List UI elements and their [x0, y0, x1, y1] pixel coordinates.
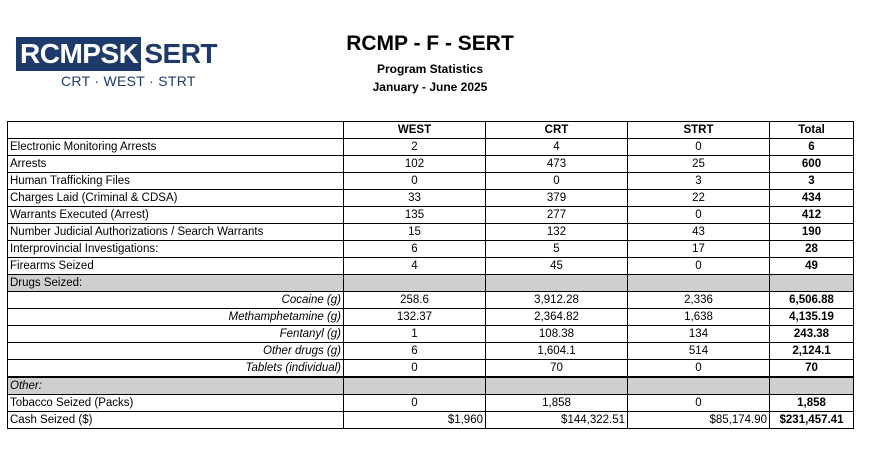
- section-blank: [770, 275, 854, 292]
- row-label: Interprovincial Investigations:: [8, 241, 344, 258]
- logo-rcmpsk-text: RCMPSK: [16, 37, 141, 71]
- cell-total: 49: [770, 258, 854, 275]
- cell-west: $1,960: [344, 412, 486, 429]
- table-row: [8, 360, 854, 378]
- cell-crt: 108.38: [486, 326, 628, 343]
- rcmp-sert-logo: [16, 37, 217, 89]
- cell-total: 243.38: [770, 326, 854, 343]
- cell-strt: 17: [628, 241, 770, 258]
- header-blank: [8, 122, 344, 139]
- cell-total: $231,457.41: [770, 412, 854, 429]
- row-label: Other drugs (g): [8, 343, 344, 360]
- table-row: [8, 241, 854, 258]
- section-blank: [344, 275, 486, 292]
- row-label: Cocaine (g): [8, 292, 344, 309]
- table-header-row: [8, 122, 854, 139]
- section-blank: [628, 275, 770, 292]
- cell-total: 1,858: [770, 395, 854, 412]
- table-row: [8, 258, 854, 275]
- cell-crt: 379: [486, 190, 628, 207]
- cell-crt: $144,322.51: [486, 412, 628, 429]
- report-subtitle: Program Statistics: [376, 62, 484, 76]
- row-label: Methamphetamine (g): [8, 309, 344, 326]
- row-label: Firearms Seized: [8, 258, 344, 275]
- logo-sert-text: SERT: [144, 38, 218, 69]
- cell-crt: 1,604.1: [486, 343, 628, 360]
- section-blank: [344, 377, 486, 395]
- row-label: Warrants Executed (Arrest): [8, 207, 344, 224]
- section-label-drugs: Drugs Seized:: [8, 275, 344, 292]
- cell-total: 4,135.19: [770, 309, 854, 326]
- table-row: [8, 173, 854, 190]
- header-total: Total: [770, 122, 854, 139]
- report-header: [300, 32, 560, 94]
- cell-total: 6,506.88: [770, 292, 854, 309]
- cell-crt: 2,364.82: [486, 309, 628, 326]
- cell-west: 6: [344, 343, 486, 360]
- cell-strt: 43: [628, 224, 770, 241]
- cell-strt: 134: [628, 326, 770, 343]
- table-row: [8, 156, 854, 173]
- cell-total: 6: [770, 139, 854, 156]
- logo-subtitle: CRT · WEST · STRT: [61, 73, 196, 89]
- cell-strt: 1,638: [628, 309, 770, 326]
- section-blank: [486, 377, 628, 395]
- cell-crt: 5: [486, 241, 628, 258]
- table-row: [8, 326, 854, 343]
- row-label: Charges Laid (Criminal & CDSA): [8, 190, 344, 207]
- header-crt: CRT: [486, 122, 628, 139]
- cell-west: 4: [344, 258, 486, 275]
- cell-crt: 132: [486, 224, 628, 241]
- header-strt: STRT: [628, 122, 770, 139]
- table-row: [8, 139, 854, 156]
- cell-west: 6: [344, 241, 486, 258]
- cell-west: 0: [344, 173, 486, 190]
- section-blank: [770, 377, 854, 395]
- cell-strt: 25: [628, 156, 770, 173]
- cell-west: 1: [344, 326, 486, 343]
- section-blank: [486, 275, 628, 292]
- row-label: Cash Seized ($): [8, 412, 344, 429]
- cell-west: 135: [344, 207, 486, 224]
- cell-strt: 22: [628, 190, 770, 207]
- cell-strt: 2,336: [628, 292, 770, 309]
- cell-total: 600: [770, 156, 854, 173]
- row-label: Number Judicial Authorizations / Search Warrants: [8, 224, 344, 241]
- table-row: [8, 224, 854, 241]
- cell-west: 0: [344, 360, 486, 378]
- section-blank: [628, 377, 770, 395]
- cell-total: 2,124.1: [770, 343, 854, 360]
- cell-crt: 3,912.28: [486, 292, 628, 309]
- cell-west: 132.37: [344, 309, 486, 326]
- cell-strt: 0: [628, 207, 770, 224]
- cell-crt: 1,858: [486, 395, 628, 412]
- cell-crt: 473: [486, 156, 628, 173]
- table-row: [8, 292, 854, 309]
- section-label-other: Other:: [8, 377, 344, 395]
- cell-strt: 0: [628, 258, 770, 275]
- cell-crt: 277: [486, 207, 628, 224]
- row-label: Human Trafficking Files: [8, 173, 344, 190]
- cell-strt: 0: [628, 139, 770, 156]
- cell-crt: 45: [486, 258, 628, 275]
- report-title: RCMP - F - SERT: [346, 32, 514, 55]
- cell-strt: 3: [628, 173, 770, 190]
- statistics-table: [7, 121, 854, 429]
- cell-west: 15: [344, 224, 486, 241]
- cell-west: 258.6: [344, 292, 486, 309]
- cell-total: 28: [770, 241, 854, 258]
- row-label: Tablets (individual): [8, 360, 344, 378]
- cell-west: 33: [344, 190, 486, 207]
- table-row: [8, 412, 854, 429]
- table-row: [8, 343, 854, 360]
- cell-west: 2: [344, 139, 486, 156]
- header-west: WEST: [344, 122, 486, 139]
- cell-strt: 0: [628, 360, 770, 378]
- cell-strt: $85,174.90: [628, 412, 770, 429]
- cell-west: 102: [344, 156, 486, 173]
- table-row: [8, 309, 854, 326]
- cell-strt: 514: [628, 343, 770, 360]
- cell-crt: 70: [486, 360, 628, 378]
- report-dates: January - June 2025: [372, 80, 488, 94]
- cell-total: 412: [770, 207, 854, 224]
- row-label: Fentanyl (g): [8, 326, 344, 343]
- cell-total: 3: [770, 173, 854, 190]
- table-row: [8, 190, 854, 207]
- cell-crt: 4: [486, 139, 628, 156]
- section-row-drugs: [8, 275, 854, 292]
- cell-total: 70: [770, 360, 854, 378]
- cell-strt: 0: [628, 395, 770, 412]
- row-label: Tobacco Seized (Packs): [8, 395, 344, 412]
- row-label: Arrests: [8, 156, 344, 173]
- cell-total: 190: [770, 224, 854, 241]
- section-row-other: [8, 377, 854, 395]
- table-row: [8, 395, 854, 412]
- row-label: Electronic Monitoring Arrests: [8, 139, 344, 156]
- table-row: [8, 207, 854, 224]
- cell-crt: 0: [486, 173, 628, 190]
- cell-total: 434: [770, 190, 854, 207]
- cell-west: 0: [344, 395, 486, 412]
